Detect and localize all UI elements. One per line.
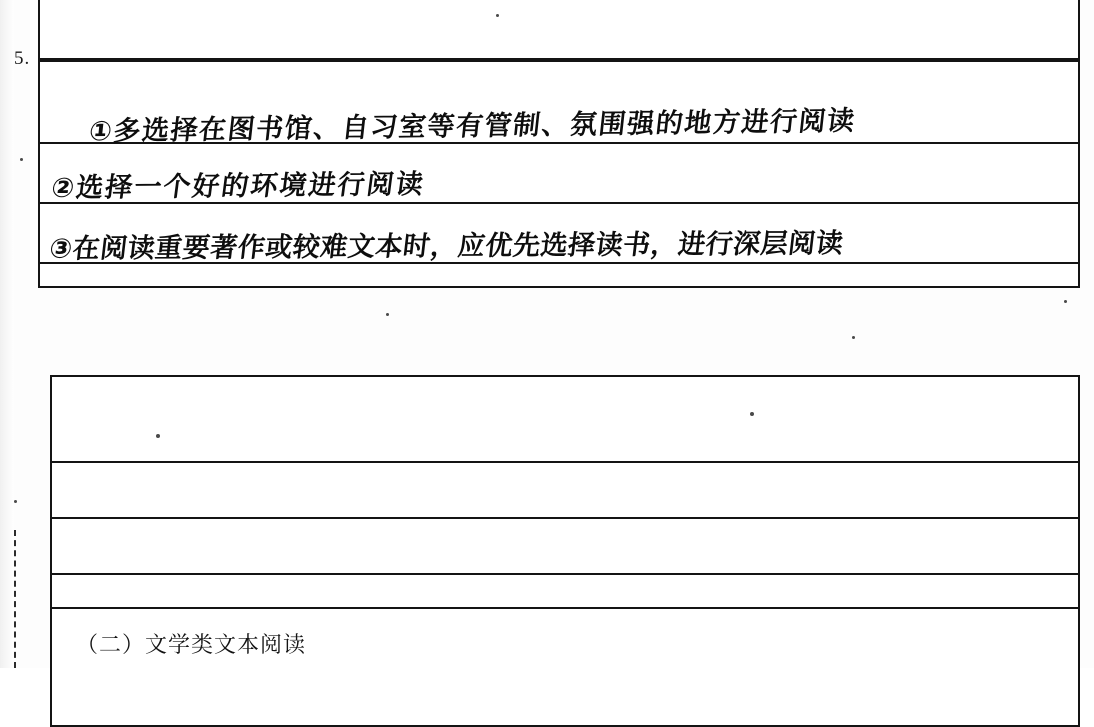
binding-dash-mark — [14, 530, 16, 668]
rule-line — [52, 573, 1078, 575]
blank-answer-box — [50, 375, 1080, 609]
literature-section-heading: （二）文学类文本阅读 — [76, 632, 307, 657]
scan-speck — [386, 313, 389, 316]
scan-speck — [14, 500, 17, 503]
rule-line — [52, 461, 1078, 463]
handwritten-line-2: ②选择一个好的环境进行阅读 — [49, 169, 427, 204]
scan-speck — [496, 14, 499, 17]
scan-speck — [156, 434, 160, 438]
handwritten-line-3: ③在阅读重要著作或较难文本时，应优先选择读书，进行深层阅读 — [47, 228, 846, 265]
page-edge-shading — [0, 0, 14, 668]
scan-speck — [1064, 300, 1067, 303]
scan-speck — [852, 336, 855, 339]
answer-box-top-partial — [38, 0, 1080, 60]
handwritten-line-1: ①多选择在图书馆、自习室等有管制、氛围强的地方进行阅读 — [87, 105, 858, 148]
scan-speck — [20, 158, 23, 161]
question-number: 5. — [14, 48, 31, 69]
printed-section-box — [50, 607, 1080, 727]
scan-speck — [750, 412, 754, 416]
rule-line — [52, 517, 1078, 519]
